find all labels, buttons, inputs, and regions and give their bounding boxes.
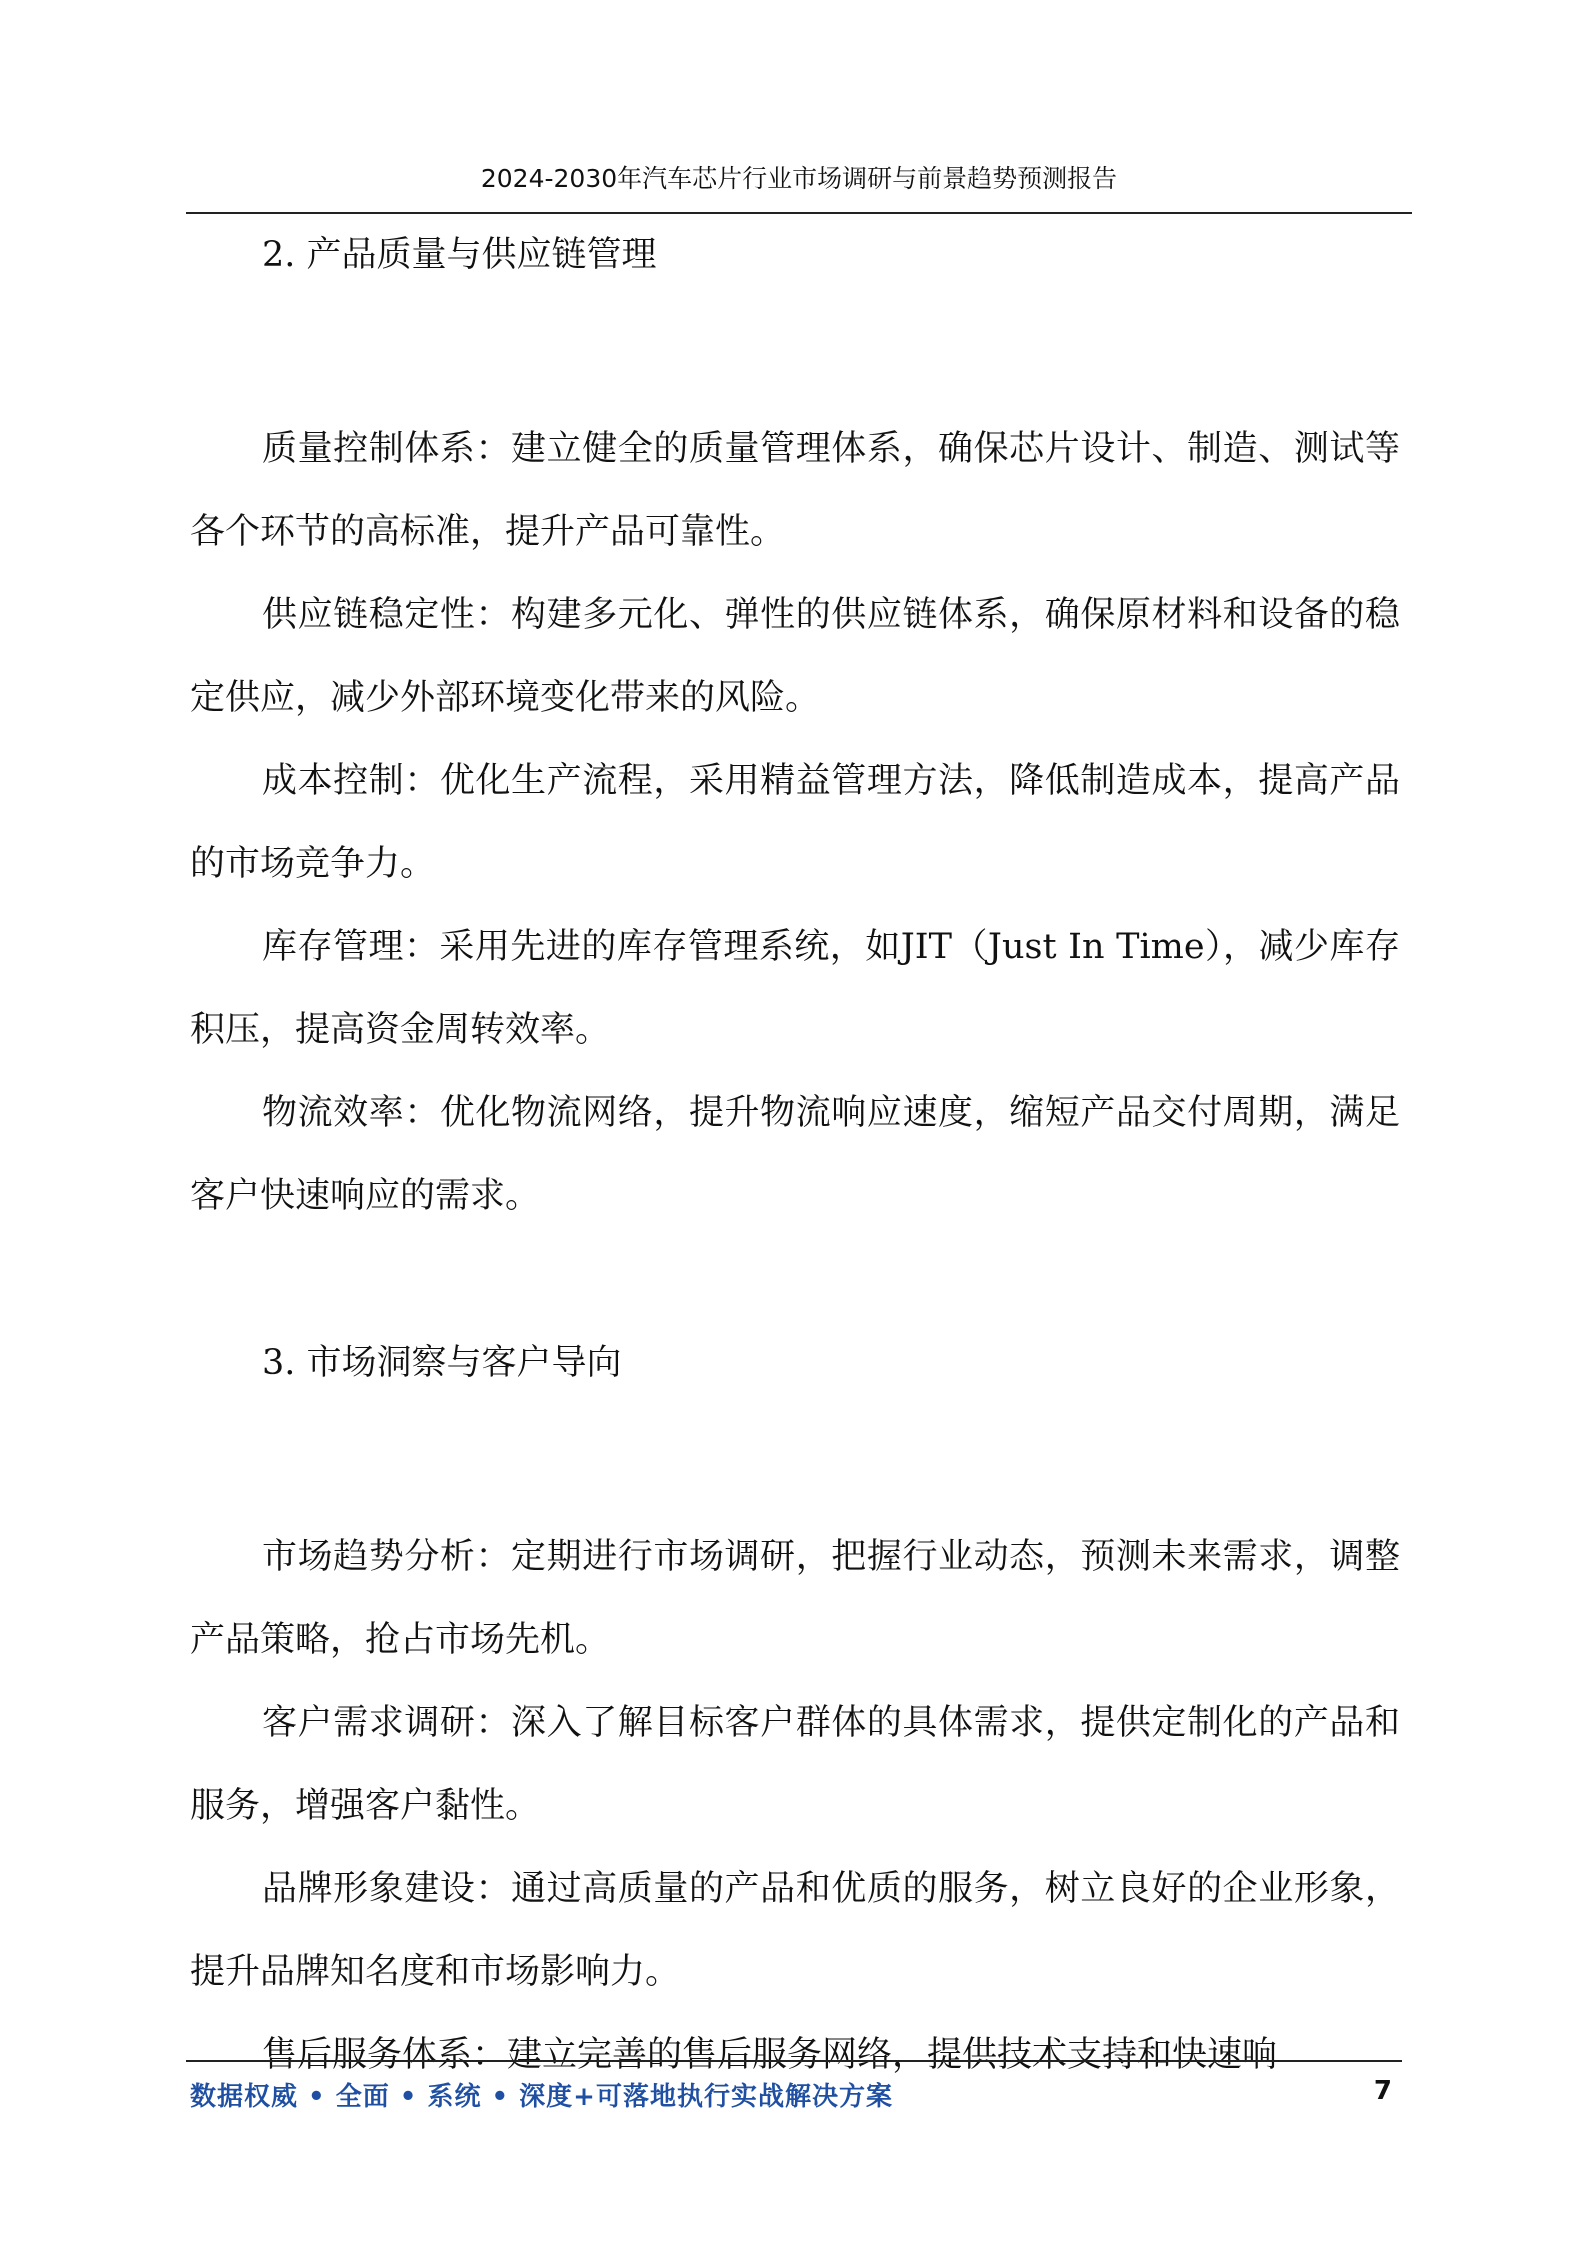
report-title: 2024-2030年汽车芯片行业市场调研与前景趋势预测报告 — [480, 164, 1118, 193]
footer-slogan: 数据权威 • 全面 • 系统 • 深度+可落地执行实战解决方案 — [190, 2082, 893, 2112]
paragraph-supply-chain: 供应链稳定性：构建多元化、弹性的供应链体系，确保原材料和设备的稳定供应，减少外部环境变化带来的风险。 — [190, 595, 1400, 718]
page-header — [186, 162, 1412, 214]
page-number: 7 — [1373, 2076, 1392, 2106]
section-heading: 3. 市场洞察与客户导向 — [262, 1343, 622, 1383]
document-body — [190, 220, 1400, 2097]
spacer — [190, 1398, 1400, 1516]
paragraph-quality-control: 质量控制体系：建立健全的质量管理体系，确保芯片设计、制造、测试等各个环节的高标准，提升产品可靠性。 — [190, 429, 1400, 552]
spacer — [190, 290, 1400, 408]
paragraph-inventory: 库存管理：采用先进的库存管理系统，如JIT（Just In Time），减少库存积压，提高资金周转效率。 — [190, 927, 1400, 1050]
section-heading: 2. 产品质量与供应链管理 — [262, 235, 657, 275]
paragraph-logistics: 物流效率：优化物流网络，提升物流响应速度，缩短产品交付周期，满足客户快速响应的需求。 — [190, 1093, 1400, 1216]
paragraph-brand-image: 品牌形象建设：通过高质量的产品和优质的服务，树立良好的企业形象，提升品牌知名度和市场影响力。 — [190, 1869, 1400, 1992]
paragraph-cost-control: 成本控制：优化生产流程，采用精益管理方法，降低制造成本，提高产品的市场竞争力。 — [190, 761, 1400, 884]
paragraph-customer-needs: 客户需求调研：深入了解目标客户群体的具体需求，提供定制化的产品和服务，增强客户黏性。 — [190, 1703, 1400, 1826]
paragraph-after-sales: 售后服务体系：建立完善的售后服务网络，提供技术支持和快速响 — [262, 2035, 1278, 2075]
paragraph-market-trend: 市场趋势分析：定期进行市场调研，把握行业动态，预测未来需求，调整产品策略，抢占市场先机。 — [190, 1537, 1400, 1660]
page-footer — [186, 2060, 1402, 2122]
spacer — [190, 1238, 1400, 1328]
